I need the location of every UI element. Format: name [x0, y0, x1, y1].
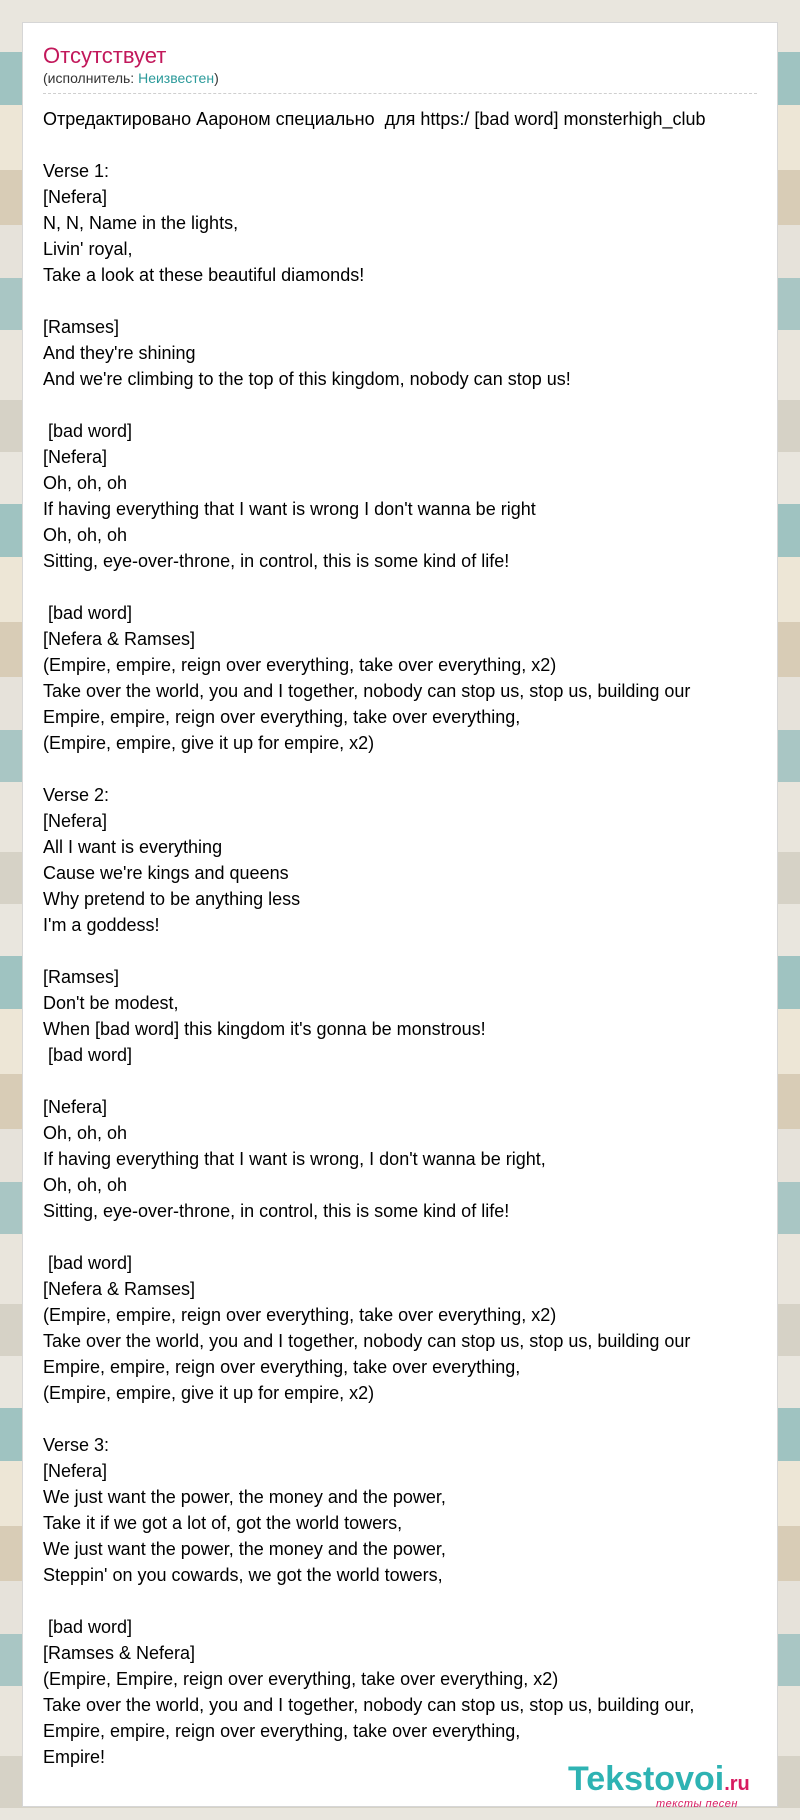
lyric-line [43, 1068, 777, 1094]
lyric-line: [Nefera] [43, 447, 108, 467]
lyric-line: Verse 1: [43, 161, 110, 181]
lyric-line [43, 574, 777, 600]
lyric-line: [Nefera] [43, 187, 108, 207]
lyric-line: Steppin' on you cowards, we got the world towers, [43, 1565, 443, 1585]
lyric-line: Empire, empire, reign over everything, take over everything, [43, 1721, 521, 1741]
lyric-line: All I want is everything [43, 837, 223, 857]
lyric-line: Oh, oh, oh [43, 525, 128, 545]
song-title: Отсутствует [43, 43, 167, 68]
lyric-line [43, 938, 777, 964]
lyric-line [43, 1406, 777, 1432]
lyric-line [43, 1224, 777, 1250]
lyric-line: [Ramses] [43, 967, 120, 987]
lyric-line: Why pretend to be anything less [43, 889, 301, 909]
lyric-line: Oh, oh, oh [43, 1175, 128, 1195]
lyric-line: [bad word] [43, 421, 133, 441]
lyric-line [43, 288, 777, 314]
logo-tagline: тексты песен [656, 1798, 738, 1810]
song-header [43, 43, 757, 87]
artist-suffix: ) [214, 70, 219, 86]
lyric-line: (Empire, empire, give it up for empire, x2) [43, 1383, 375, 1403]
lyric-line: Take a look at these beautiful diamonds! [43, 265, 365, 285]
lyric-line: [bad word] [43, 1617, 133, 1637]
lyric-line: If having everything that I want is wrong, I don't wanna be right, [43, 1149, 546, 1169]
lyric-line: [bad word] [43, 1045, 133, 1065]
lyrics-card [22, 22, 778, 1807]
lyric-line: We just want the power, the money and the power, [43, 1539, 446, 1559]
lyric-line [43, 756, 777, 782]
artist-link[interactable]: Неизвестен [138, 70, 215, 86]
lyric-line: Sitting, eye-over-throne, in control, this is some kind of life! [43, 1201, 510, 1221]
header-divider [43, 93, 757, 94]
lyric-line: Livin' royal, [43, 239, 133, 259]
lyric-line: Take it if we got a lot of, got the world towers, [43, 1513, 403, 1533]
lyric-line: [Nefera] [43, 811, 108, 831]
lyric-line: Empire, empire, reign over everything, take over everything, [43, 707, 521, 727]
lyric-line: And we're climbing to the top of this kingdom, nobody can stop us! [43, 369, 571, 389]
lyric-line: Empire, empire, reign over everything, take over everything, [43, 1357, 521, 1377]
logo-word: Tekstovoi [568, 1760, 725, 1798]
lyric-line: N, N, Name in the lights, [43, 213, 239, 233]
logo-tld: .ru [724, 1773, 750, 1795]
lyric-line: Verse 3: [43, 1435, 110, 1455]
lyric-line: Отредактировано Аароном специально для https:/ [bad word] monsterhigh_club [43, 109, 706, 129]
lyric-line: (Empire, empire, reign over everything, take over everything, x2) [43, 655, 557, 675]
lyric-line: [bad word] [43, 1253, 133, 1273]
lyric-line: Sitting, eye-over-throne, in control, this is some kind of life! [43, 551, 510, 571]
lyric-line: Don't be modest, [43, 993, 179, 1013]
lyric-line: We just want the power, the money and the power, [43, 1487, 446, 1507]
lyric-line: [Ramses] [43, 317, 120, 337]
lyric-line: Verse 2: [43, 785, 110, 805]
artist-line [43, 69, 757, 87]
lyric-line: Take over the world, you and I together, nobody can stop us, stop us, building our [43, 1331, 691, 1351]
lyric-line [43, 392, 777, 418]
lyric-line: (Empire, empire, give it up for empire, x2) [43, 733, 375, 753]
site-logo[interactable] [568, 1760, 778, 1820]
logo-wordmark [568, 1760, 750, 1803]
lyric-line: [Nefera & Ramses] [43, 1279, 196, 1299]
lyric-line: Cause we're kings and queens [43, 863, 289, 883]
lyric-line: [bad word] [43, 603, 133, 623]
lyric-line: [Nefera] [43, 1097, 108, 1117]
lyric-line: Take over the world, you and I together, nobody can stop us, stop us, building our, [43, 1695, 695, 1715]
artist-prefix: (исполнитель: [43, 70, 139, 86]
lyric-line: (Empire, Empire, reign over everything, take over everything, x2) [43, 1669, 559, 1689]
lyric-line [43, 132, 777, 158]
lyric-line: If having everything that I want is wrong I don't wanna be right [43, 499, 536, 519]
lyric-line: And they're shining [43, 343, 196, 363]
lyric-line: When [bad word] this kingdom it's gonna be monstrous! [43, 1019, 486, 1039]
lyric-line: Take over the world, you and I together, nobody can stop us, stop us, building our [43, 681, 691, 701]
lyric-line: (Empire, empire, reign over everything, take over everything, x2) [43, 1305, 557, 1325]
lyric-line: Oh, oh, oh [43, 1123, 128, 1143]
lyric-line [43, 1588, 777, 1614]
lyric-line: [Nefera & Ramses] [43, 629, 196, 649]
lyric-line: [Nefera] [43, 1461, 108, 1481]
lyric-line: I'm a goddess! [43, 915, 160, 935]
lyrics-text [43, 106, 777, 1770]
lyric-line: [Ramses & Nefera] [43, 1643, 196, 1663]
lyric-line: Empire! [43, 1747, 106, 1767]
lyric-line: Oh, oh, oh [43, 473, 128, 493]
